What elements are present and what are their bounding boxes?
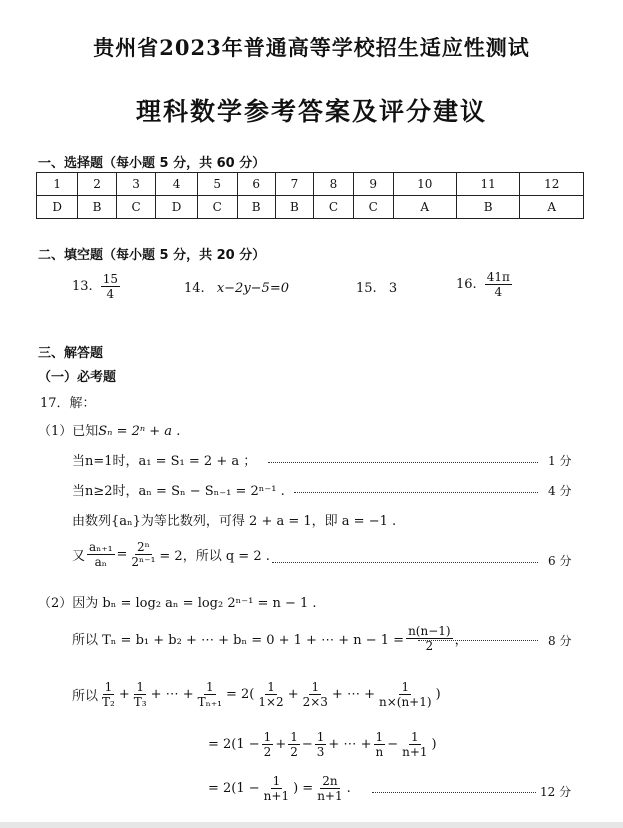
fraction bbox=[315, 730, 327, 759]
dot-leader bbox=[294, 492, 538, 493]
fraction bbox=[100, 680, 117, 709]
numerator: 1 bbox=[401, 680, 410, 694]
page-bottom-strip bbox=[0, 822, 623, 828]
denominator: 2×3 bbox=[302, 695, 328, 709]
equation: Sₙ = 2ⁿ + a . bbox=[98, 424, 181, 439]
table-cell: 12 bbox=[520, 173, 584, 196]
table-cell: C bbox=[314, 196, 354, 219]
answer-table-number-row bbox=[37, 173, 584, 196]
section3-subheading: （一）必考题 bbox=[38, 370, 117, 385]
part1-line3: 由数列{aₙ}为等比数列，可得 2 + a = 1，即 a = −1 . bbox=[72, 514, 397, 529]
table-cell: 6 bbox=[237, 173, 275, 196]
text: 又 bbox=[72, 549, 86, 564]
denominator: n bbox=[375, 745, 384, 759]
text: 所以 bbox=[72, 689, 99, 704]
text: + bbox=[287, 687, 299, 702]
question-17-label: 17．解： bbox=[40, 396, 96, 411]
section3-heading: 三、解答题 bbox=[38, 346, 104, 361]
table-cell: A bbox=[520, 196, 584, 219]
fraction bbox=[377, 680, 434, 709]
text: + ⋯ + bbox=[331, 687, 375, 702]
fill-answer-13 bbox=[72, 272, 122, 301]
numerator: 1 bbox=[136, 680, 144, 694]
text: . bbox=[346, 781, 351, 796]
denominator: aₙ bbox=[94, 555, 107, 569]
part1-line1: 当n=1时，a₁ = S₁ = 2 + a ； bbox=[72, 454, 257, 469]
denominator: 2 bbox=[290, 745, 298, 759]
dot-leader bbox=[418, 640, 538, 641]
item-label: 14. bbox=[184, 281, 205, 296]
table-cell: C bbox=[353, 196, 393, 219]
fill-answer-15 bbox=[356, 281, 397, 296]
table-cell: B bbox=[78, 196, 116, 219]
fraction bbox=[406, 624, 453, 653]
text: − bbox=[301, 737, 313, 752]
fraction bbox=[315, 774, 344, 803]
table-cell: 2 bbox=[78, 173, 116, 196]
table-cell: B bbox=[456, 196, 519, 219]
fraction bbox=[256, 680, 285, 709]
part1-intro bbox=[38, 420, 180, 439]
text: = 2( bbox=[225, 687, 255, 702]
item-label: 16. bbox=[456, 277, 477, 292]
part1-line4 bbox=[72, 540, 270, 569]
numerator: 41π bbox=[486, 270, 510, 284]
denominator: 3 bbox=[316, 745, 325, 759]
fill-answer-14 bbox=[184, 281, 289, 296]
fraction bbox=[101, 272, 120, 301]
part-label: （1）已知 bbox=[38, 424, 99, 439]
fraction bbox=[87, 540, 115, 569]
score-label: 1 分 bbox=[548, 454, 572, 468]
fraction bbox=[196, 680, 224, 709]
section2-heading: 二、填空题（每小题 5 分，共 20 分） bbox=[38, 248, 266, 263]
text: = 2(1 − bbox=[208, 781, 260, 796]
denominator: 1×2 bbox=[258, 695, 284, 709]
denominator: 2 bbox=[263, 745, 272, 759]
numerator: 1 bbox=[272, 774, 281, 788]
part2-line3 bbox=[208, 730, 437, 759]
score-label: 4 分 bbox=[548, 484, 572, 498]
text: + bbox=[275, 737, 287, 752]
table-cell: 9 bbox=[353, 173, 393, 196]
text: ， bbox=[454, 633, 468, 648]
section1-heading: 一、选择题（每小题 5 分，共 60 分） bbox=[38, 156, 266, 171]
numerator: n(n−1) bbox=[408, 624, 451, 638]
table-cell: 11 bbox=[456, 173, 519, 196]
numerator: 1 bbox=[316, 730, 325, 744]
numerator: 1 bbox=[267, 680, 275, 694]
denominator: n+1 bbox=[263, 789, 290, 803]
fraction bbox=[485, 270, 512, 299]
dot-leader bbox=[272, 562, 538, 563]
answer-value: 3 bbox=[388, 281, 398, 296]
denominator: 2ⁿ⁻¹ bbox=[131, 555, 156, 569]
numerator: aₙ₊₁ bbox=[89, 540, 113, 554]
part2-line1 bbox=[72, 624, 468, 653]
numerator: 1 bbox=[205, 680, 214, 694]
doc-title: 贵州省2023年普通高等学校招生适应性测试 bbox=[93, 35, 530, 60]
answer-table bbox=[36, 172, 584, 219]
table-cell: D bbox=[156, 196, 197, 219]
table-cell: B bbox=[237, 196, 275, 219]
table-cell: C bbox=[197, 196, 237, 219]
numerator: 2ⁿ bbox=[137, 540, 150, 554]
dot-leader bbox=[268, 462, 538, 463]
numerator: 1 bbox=[104, 680, 113, 694]
table-cell: 10 bbox=[393, 173, 456, 196]
text: + ⋯ + bbox=[328, 737, 372, 752]
text: = bbox=[116, 547, 128, 562]
table-cell: 5 bbox=[197, 173, 237, 196]
doc-subtitle: 理科数学参考答案及评分建议 bbox=[135, 97, 487, 126]
score-label: 8 分 bbox=[548, 634, 572, 648]
denominator: Tₙ₊₁ bbox=[197, 695, 222, 709]
numerator: 1 bbox=[311, 680, 320, 694]
denominator: T₂ bbox=[102, 695, 115, 709]
part1-line2: 当n≥2时，aₙ = Sₙ − Sₙ₋₁ = 2ⁿ⁻¹ . bbox=[72, 484, 285, 499]
dot-leader bbox=[372, 792, 536, 793]
score-label: 12 分 bbox=[540, 785, 572, 799]
table-cell: C bbox=[116, 196, 156, 219]
text: 所以 Tₙ = b₁ + b₂ + ⋯ + bₙ = 0 + 1 + ⋯ + n − 1 = bbox=[72, 633, 405, 648]
denominator: n+1 bbox=[402, 745, 428, 759]
numerator: 1 bbox=[411, 730, 419, 744]
denominator: 2 bbox=[425, 639, 434, 653]
numerator: 1 bbox=[375, 730, 384, 744]
table-cell: 7 bbox=[275, 173, 313, 196]
item-label: 13. bbox=[72, 279, 93, 294]
table-cell: B bbox=[275, 196, 313, 219]
numerator: 1 bbox=[290, 730, 298, 744]
answer-table-answer-row bbox=[37, 196, 584, 219]
fraction bbox=[400, 730, 429, 759]
score-label: 6 分 bbox=[548, 554, 572, 568]
table-cell: D bbox=[37, 196, 78, 219]
fraction bbox=[262, 730, 274, 759]
answer-value: x−2y−5=0 bbox=[216, 281, 289, 296]
fraction bbox=[288, 730, 300, 759]
denominator: n+1 bbox=[317, 789, 343, 803]
numerator: 15 bbox=[102, 272, 118, 286]
fraction bbox=[129, 540, 157, 569]
denominator: n×(n+1) bbox=[378, 695, 432, 709]
table-cell: 1 bbox=[37, 173, 78, 196]
text: ) bbox=[435, 687, 441, 702]
text: ) bbox=[431, 737, 437, 752]
part2-intro: （2）因为 bₙ = log₂ aₙ = log₂ 2ⁿ⁻¹ = n − 1 . bbox=[38, 596, 317, 611]
table-cell: 3 bbox=[116, 173, 156, 196]
fraction bbox=[262, 774, 291, 803]
denominator: 4 bbox=[106, 287, 115, 301]
part2-line4 bbox=[208, 774, 351, 803]
fraction bbox=[301, 680, 330, 709]
denominator: 4 bbox=[494, 285, 503, 299]
table-cell: 8 bbox=[314, 173, 354, 196]
table-cell: A bbox=[393, 196, 456, 219]
item-label: 15. bbox=[356, 281, 377, 296]
numerator: 2n bbox=[322, 774, 338, 788]
fraction bbox=[373, 730, 385, 759]
numerator: 1 bbox=[263, 730, 272, 744]
text: = 2(1 − bbox=[208, 737, 260, 752]
part2-line2 bbox=[72, 680, 441, 709]
fraction bbox=[132, 680, 149, 709]
text: + ⋯ + bbox=[150, 687, 194, 702]
text: − bbox=[387, 737, 399, 752]
text: = 2，所以 q = 2 . bbox=[159, 549, 270, 564]
text: + bbox=[118, 687, 130, 702]
text: ) = bbox=[293, 781, 314, 796]
table-cell: 4 bbox=[156, 173, 197, 196]
denominator: T₃ bbox=[133, 695, 147, 709]
fill-answer-16 bbox=[456, 270, 514, 299]
